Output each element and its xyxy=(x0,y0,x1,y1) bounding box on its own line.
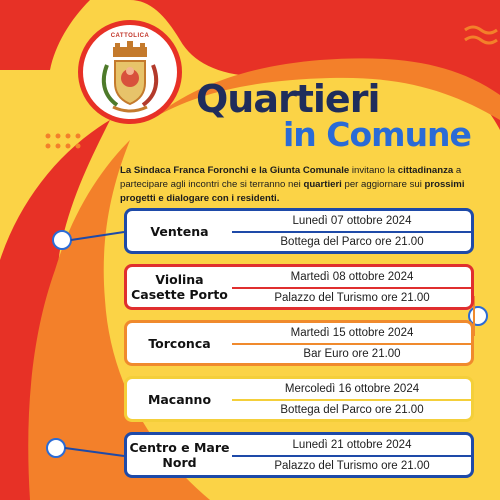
event-card xyxy=(124,208,474,254)
event-divider xyxy=(232,455,472,457)
event-date: Martedì 15 ottobre 2024 xyxy=(290,327,414,339)
emblem-label: CATTOLICA xyxy=(110,33,150,39)
municipal-emblem xyxy=(78,20,182,124)
event-neighborhood: Torconca xyxy=(148,335,211,351)
intro-text-1: La Sindaca Franca Foronchi e la Giunta Comunale xyxy=(120,165,350,176)
event-neighborhood: Ventena xyxy=(150,223,209,239)
white-circle-1 xyxy=(53,231,71,249)
event-divider xyxy=(232,287,472,289)
event-divider xyxy=(232,399,472,401)
page-title-line2: in Comune xyxy=(283,115,471,154)
intro-text-2: invitano la xyxy=(349,165,398,176)
event-card xyxy=(124,320,474,366)
intro-text-3: cittadinanza xyxy=(397,165,454,176)
intro-text-6: per aggiornare sui xyxy=(341,179,425,190)
intro-paragraph xyxy=(120,164,480,206)
intro-text-7: prossimi progetti e dialogare con i residenti. xyxy=(120,179,465,204)
coat-of-arms-icon xyxy=(83,25,177,119)
event-date: Mercoledì 16 ottobre 2024 xyxy=(284,383,420,395)
red-corner xyxy=(0,0,90,70)
event-place: Bar Euro ore 21.00 xyxy=(303,348,401,360)
event-date: Lunedì 21 ottobre 2024 xyxy=(292,439,412,451)
intro-text-5: quartieri xyxy=(303,179,342,190)
event-neighborhood: Centro e Mare Nord xyxy=(129,440,230,470)
event-date: Lunedì 07 ottobre 2024 xyxy=(292,215,412,227)
event-card xyxy=(124,432,474,478)
event-place: Bottega del Parco ore 21.00 xyxy=(280,236,424,248)
white-circle-3 xyxy=(47,439,65,457)
event-divider xyxy=(232,231,472,233)
event-place: Palazzo del Turismo ore 21.00 xyxy=(274,292,430,304)
event-divider xyxy=(232,343,472,345)
event-card xyxy=(124,264,474,310)
event-card xyxy=(124,376,474,422)
intro-text-4: a partecipare agli incontri che si terranno nei xyxy=(120,165,462,190)
event-date: Martedì 08 ottobre 2024 xyxy=(290,271,414,283)
event-place: Bottega del Parco ore 21.00 xyxy=(280,404,424,416)
page-title-line1: Quartieri xyxy=(196,77,380,121)
event-neighborhood: Violina Casette Porto xyxy=(131,272,228,302)
event-neighborhood: Macanno xyxy=(147,391,212,407)
event-place: Palazzo del Turismo ore 21.00 xyxy=(274,460,430,472)
